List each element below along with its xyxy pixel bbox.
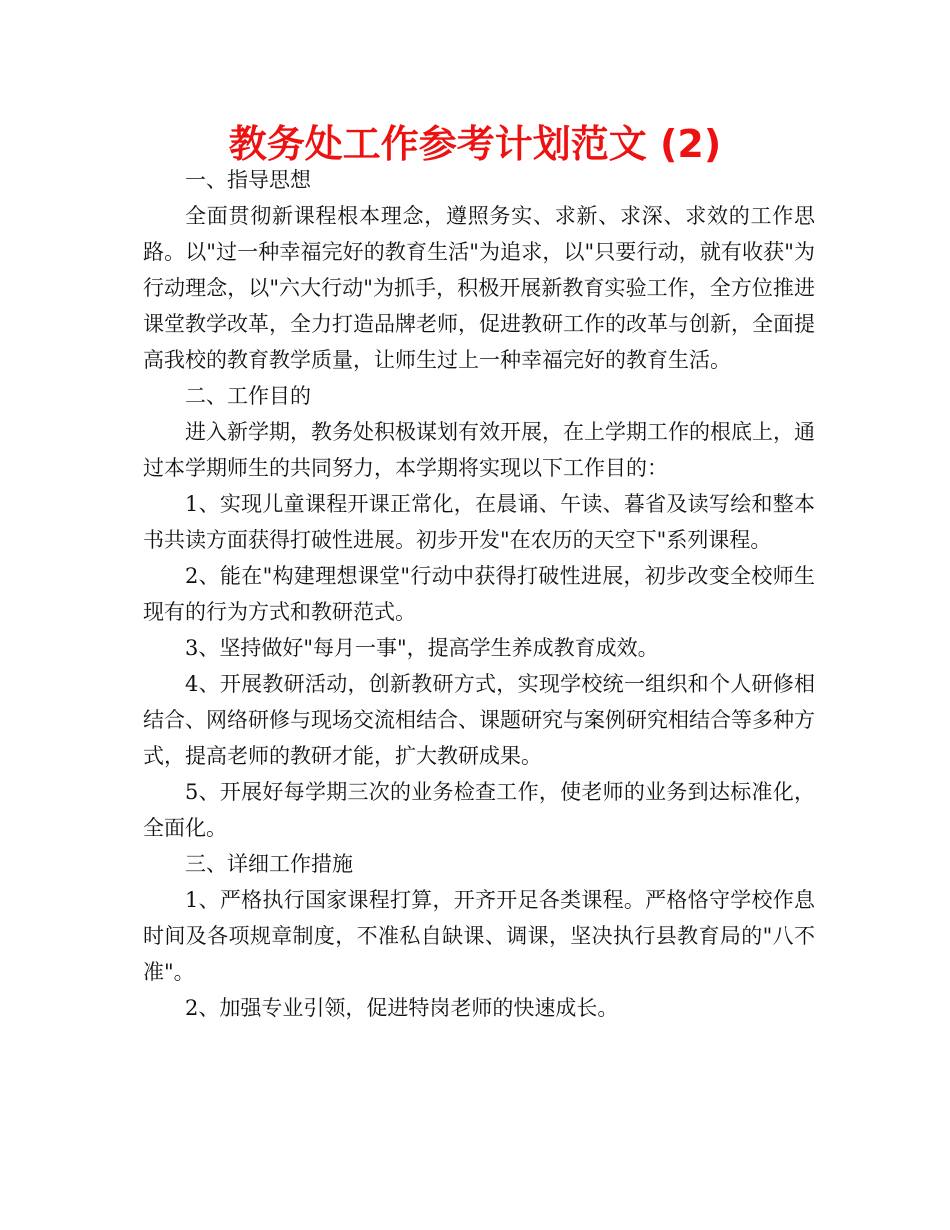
heading-guiding-thought: 一、指导思想 [185, 168, 311, 192]
heading-work-measures: 三、详细工作措施 [185, 852, 353, 876]
goal-item-3: 3、坚持做好"每月一事"，提高学生养成教育成效。 [185, 636, 659, 660]
document-title: 教务处工作参考计划范文 (2) [228, 122, 722, 166]
document-body [143, 162, 815, 1026]
paragraph-guiding-thought: 全面贯彻新课程根本理念，遵照务实、求新、求深、求效的工作思路。以"过一种幸福完好的教育生活"为追求，以"只要行动，就有收获"为行动理念，以"六大行动"为抓手，积极开展新教育实验工作，全方位推进课堂教学改革，全力打造品牌老师，促进教研工作的改革与创新，全面提高我校的教育教学质量，让师生过上一种幸福完好的教育生活。 [143, 204, 815, 372]
goal-item-1: 1、实现儿童课程开课正常化，在晨诵、午读、暮省及读写绘和整本书共读方面获得打破性进展。初步开发"在农历的天空下"系列课程。 [143, 492, 815, 552]
goal-item-2: 2、能在"构建理想课堂"行动中获得打破性进展，初步改变全校师生现有的行为方式和教研范式。 [143, 564, 815, 624]
measure-item-2: 2、加强专业引领，促进特岗老师的快速成长。 [185, 996, 619, 1020]
heading-work-goals: 二、工作目的 [185, 384, 311, 408]
goal-item-5: 5、开展好每学期三次的业务检查工作，使老师的业务到达标准化，全面化。 [143, 780, 815, 840]
goal-item-4: 4、开展教研活动，创新教研方式，实现学校统一组织和个人研修相结合、网络研修与现场交流相结合、课题研究与案例研究相结合等多种方式，提高老师的教研才能，扩大教研成果。 [143, 672, 815, 768]
paragraph-work-goals-intro: 进入新学期，教务处积极谋划有效开展，在上学期工作的根底上，通过本学期师生的共同努力，本学期将实现以下工作目的： [143, 420, 815, 480]
measure-item-1: 1、严格执行国家课程打算，开齐开足各类课程。严格恪守学校作息时间及各项规章制度，不准私自缺课、调课，坚决执行县教育局的"八不准"。 [143, 888, 815, 984]
